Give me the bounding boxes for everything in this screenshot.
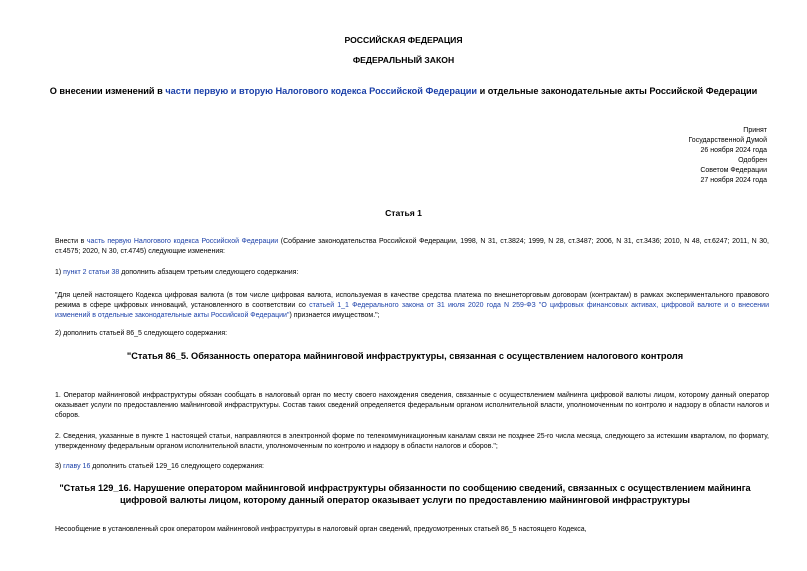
item-1-suffix: дополнить абзацем третьим следующего содержания: <box>119 269 299 276</box>
item-3-suffix: дополнить статьей 129_16 следующего содержания: <box>90 463 264 470</box>
quote-suffix: ) признается имуществом."; <box>289 312 380 320</box>
approval-line: Советом Федерации <box>700 167 767 174</box>
article-heading: Статья 1 <box>385 208 422 218</box>
adoption-line: Принят <box>743 127 767 134</box>
item-3-number: 3) <box>55 463 64 470</box>
intro-prefix: Внести в <box>55 238 87 245</box>
adoption-block <box>567 126 767 186</box>
article-86-5-title: "Статья 86_5. Обязанность оператора майнинговой инфраструктуры, связанная с осуществлением налогового контроля <box>126 351 684 361</box>
approval-line: 27 ноября 2024 года <box>700 177 767 184</box>
approval-line: Одобрен <box>738 157 767 164</box>
federal-law-259-link[interactable]: статьей 1_1 Федерального закона от 31 июля 2020 года N 259-ФЗ "О цифровых финансовых активах, цифровой валюте и о внесении изменений в отдельные законодательные акты Российской Федерации" <box>55 302 769 320</box>
law-type-heading: ФЕДЕРАЛЬНЫЙ ЗАКОН <box>352 55 455 65</box>
item-2-paragraph: 2) дополнить статьей 86_5 следующего содержания: <box>55 330 228 337</box>
country-heading: РОССИЙСКАЯ ФЕДЕРАЦИЯ <box>344 35 463 45</box>
law-title-prefix: О внесении изменений в <box>49 86 166 96</box>
quote-prefix: "Для целей настоящего Кодекса цифровая валюта (в том числе цифровая валюта, используемая в качестве средства платежа по внешнеторговым договорам (контрактам) в рамках экспериментального правового режима в сфере цифровых инноваций, установленного в соответствии со <box>55 292 769 310</box>
article-129-16-text: Несообщение в установленный срок оператором майнинговой инфраструктуры в налоговый орган сведений, предусмотренных статьей 86_5 настоящего Кодекса, <box>55 526 587 533</box>
law-title-link[interactable]: части первую и вторую Налогового кодекса Российской Федерации <box>165 86 478 96</box>
article-86-5-point-1: 1. Оператор майнинговой инфраструктуры обязан сообщать в налоговый орган по месту своего нахождения сведения, связанные с осуществлением майнинга цифровой валюты лицом, которому данный оператор оказывает услуги по предоставлению майнинговой инфраструктуры. Состав таких сведений определяется федеральным органом исполнительной власти, уполномоченным по контролю и надзору в области налогов и сборов. <box>55 392 769 420</box>
chapter-16-link[interactable]: главу 16 <box>63 463 91 470</box>
law-title-suffix: и отдельные законодательные акты Российской Федерации <box>477 86 758 96</box>
article-38-link[interactable]: пункт 2 статьи 38 <box>63 269 120 276</box>
article-intro-paragraph <box>55 237 769 257</box>
item-3-paragraph <box>55 462 769 472</box>
intro-suffix: (Собрание законодательства Российской Федерации, 1998, N 31, ст.3824; 1999, N 28, ст.3487; 2006, N 31, ст.3436; 2010, N 48, ст.6247; 2011, N 30, ст.4575; 2020, N 30, ст.4745) следующие изменения: <box>55 238 770 256</box>
adoption-line: Государственной Думой <box>688 137 767 144</box>
item-1-paragraph <box>55 268 769 278</box>
adoption-line: 26 ноября 2024 года <box>700 147 767 154</box>
article-129-16-title: "Статья 129_16. Нарушение оператором майнинговой инфраструктуры обязанности по сообщению сведений, связанных с осуществлением майнинга цифровой валюты лицом, которому данный оператор оказывает услуги по предоставлению майнинговой инфраструктуры <box>59 483 751 505</box>
quote-paragraph <box>55 291 769 322</box>
item-1-number: 1) <box>55 269 64 276</box>
tax-code-part1-link[interactable]: часть первую Налогового кодекса Российской Федерации <box>86 238 279 245</box>
law-title <box>0 85 807 97</box>
article-86-5-point-2: 2. Сведения, указанные в пункте 1 настоящей статьи, направляются в электронной форме по телекоммуникационным каналам связи не позднее 25-го числа месяца, следующего за истекшим кварталом, по формату, утвержденному федеральным органом исполнительной власти, уполномоченным по контролю и надзору в области налогов и сборов."; <box>55 433 769 451</box>
